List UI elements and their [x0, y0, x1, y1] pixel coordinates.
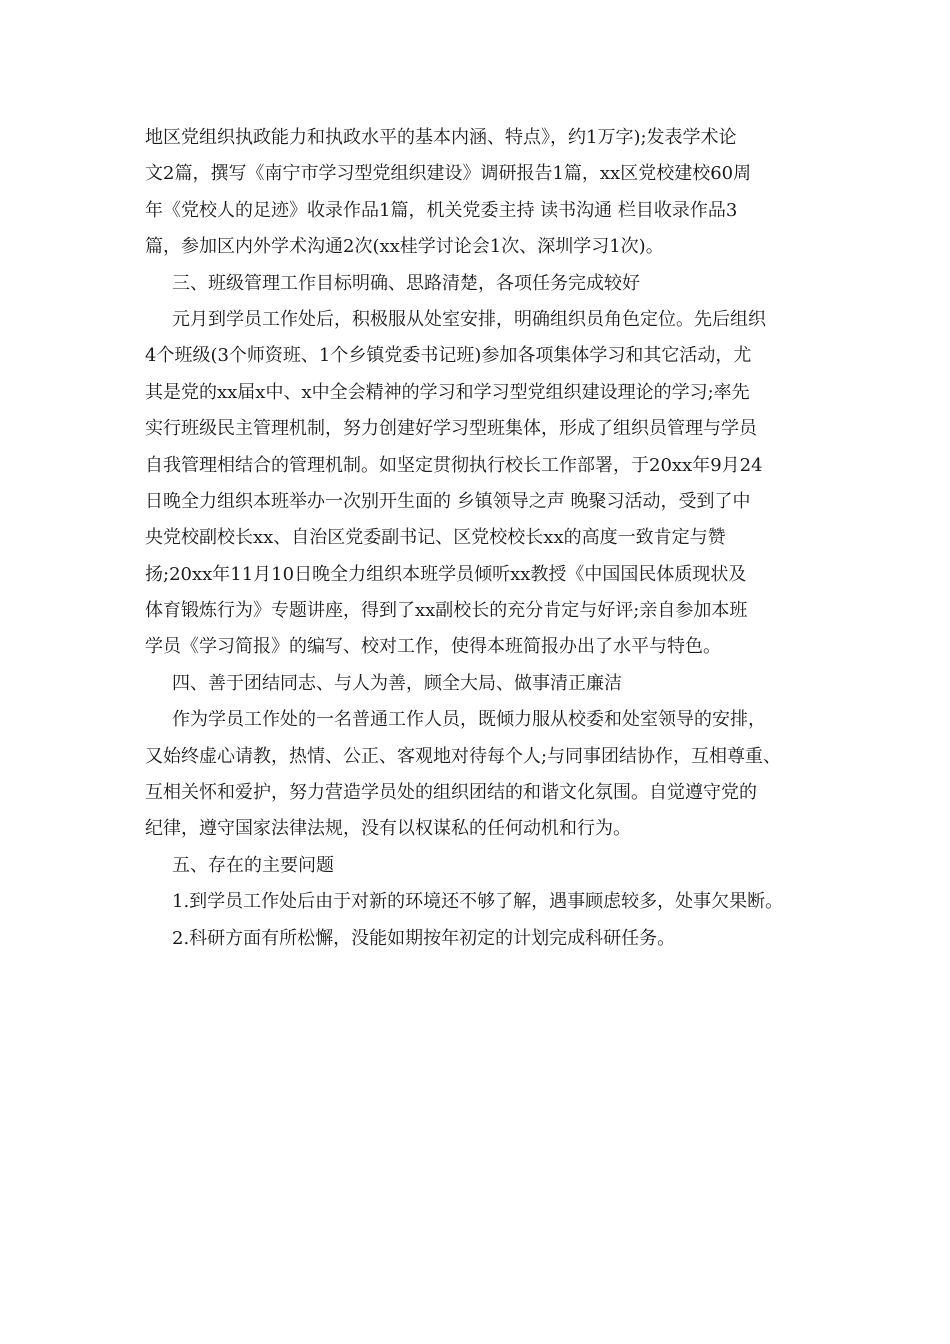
- text-line: 4个班级(3个师资班、1个乡镇党委书记班)参加各项集体学习和其它活动，尤: [145, 345, 752, 367]
- text-line: 地区党组织执政能力和执政水平的基本内涵、特点》，约1万字);发表学术论: [145, 127, 737, 148]
- text-line: 日晚全力组织本班举办一次别开生面的 乡镇领导之声 晚聚习活动，受到了中: [145, 490, 751, 512]
- document-body: [145, 120, 835, 957]
- list-item: 1.到学员工作处后由于对新的环境还不够了解，遇事顾虑较多，处事欠果断。: [172, 891, 784, 913]
- text-line: 实行班级民主管理机制，努力创建好学习型班集体，形成了组织员管理与学员: [145, 418, 757, 440]
- section-heading: 四、善于团结同志、与人为善，顾全大局、做事清正廉洁: [172, 672, 622, 694]
- text-line: 学员《学习简报》的编写、校对工作，使得本班简报办出了水平与特色。: [145, 636, 721, 658]
- text-line: 元月到学员工作处后，积极服从处室安排，明确组织员角色定位。先后组织: [172, 308, 766, 330]
- text-line: 体育锻炼行为》专题讲座，得到了xx副校长的充分肯定与好评;亲自参加本班: [145, 600, 748, 622]
- text-line: 作为学员工作处的一名普通工作人员，既倾力服从校委和处室领导的安排，: [172, 709, 766, 731]
- text-line: 央党校副校长xx、自治区党委副书记、区党校校长xx的高度一致肯定与赞: [145, 527, 726, 549]
- text-line: 篇，参加区内外学术沟通2次(xx桂学讨论会1次、深圳学习1次)。: [145, 236, 664, 258]
- list-item: 2.科研方面有所松懈，没能如期按年初定的计划完成科研任务。: [172, 927, 676, 949]
- text-line: 纪律，遵守国家法律法规，没有以权谋私的任何动机和行为。: [145, 818, 631, 840]
- text-line: 扬;20xx年11月10日晚全力组织本班学员倾听xx教授《中国国民体质现状及: [145, 563, 747, 585]
- text-line: 文2篇，撰写《南宁市学习型党组织建设》调研报告1篇，xx区党校建校60周: [145, 163, 752, 185]
- text-line: 互相关怀和爱护，努力营造学员处的组织团结的和谐文化氛围。自觉遵守党的: [145, 782, 757, 804]
- text-line: 又始终虚心请教，热情、公正、客观地对待每个人;与同事团结协作，互相尊重、: [145, 745, 782, 767]
- section-heading: 三、班级管理工作目标明确、思路清楚，各项任务完成较好: [172, 272, 640, 294]
- text-line: 年《党校人的足迹》收录作品1篇，机关党委主持 读书沟通 栏目收录作品3: [145, 199, 738, 221]
- section-heading: 五、存在的主要问题: [172, 854, 334, 876]
- text-line: 自我管理相结合的管理机制。如坚定贯彻执行校长工作部署，于20xx年9月24: [145, 454, 763, 476]
- text-line: 其是党的xx届x中、x中全会精神的学习和学习型党组织建设理论的学习;率先: [145, 381, 750, 403]
